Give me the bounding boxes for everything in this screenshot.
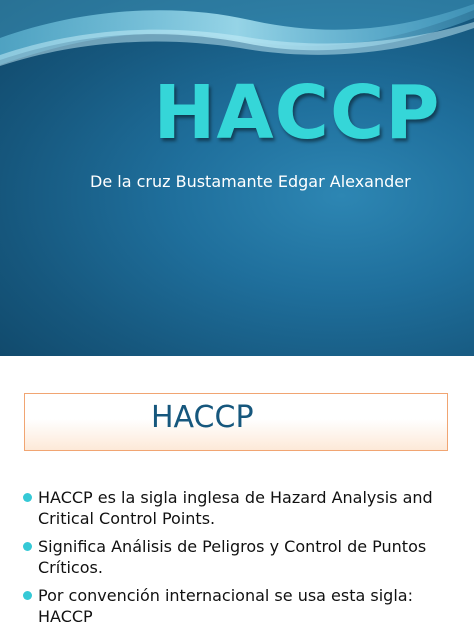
bullet-text: Por convención internacional se usa esta sigla: HACCP	[38, 586, 413, 626]
list-item	[22, 536, 462, 578]
slide-title: HACCP	[153, 70, 441, 156]
bullet-icon	[23, 591, 32, 600]
bullet-list	[22, 487, 462, 634]
list-item	[22, 585, 462, 627]
bullet-icon	[23, 493, 32, 502]
content-slide	[0, 356, 474, 632]
bullet-text: Significa Análisis de Peligros y Control de Puntos Críticos.	[38, 537, 427, 577]
bullet-icon	[23, 542, 32, 551]
list-item	[22, 487, 462, 529]
slide-subtitle: De la cruz Bustamante Edgar Alexander	[90, 172, 411, 191]
slide-heading: HACCP	[151, 400, 254, 435]
bullet-text: HACCP es la sigla inglesa de Hazard Analysis and Critical Control Points.	[38, 488, 433, 528]
heading-box	[24, 393, 448, 451]
